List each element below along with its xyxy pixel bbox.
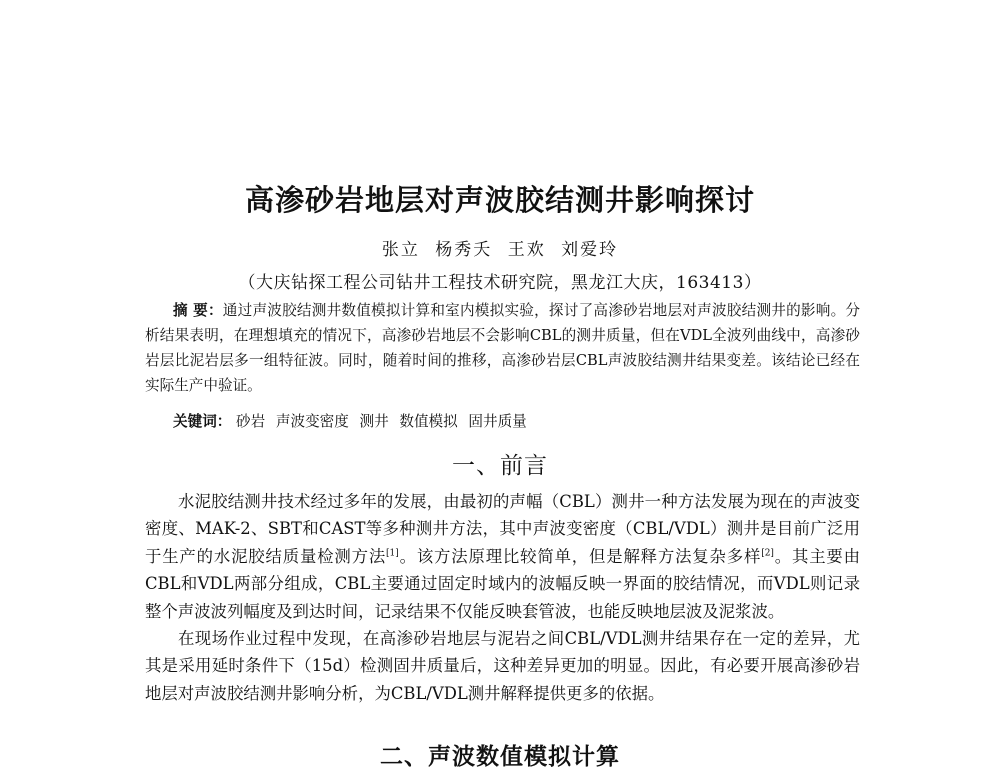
paragraph-text: 。其主要由CBL和VDL两部分组成，CBL主要通过固定时域内的波幅反映一界面的胶结情况，而VDL则记录整个声波波列幅度及到达时间，记录结果不仅能反映套管波，也能反映地层波及泥浆波。	[145, 546, 861, 621]
section-heading-introduction: 一、前言	[452, 453, 548, 479]
citation-ref: [2]	[761, 548, 774, 559]
keyword: 数值模拟	[399, 413, 458, 430]
keyword: 声波变密度	[275, 413, 349, 430]
author-name: 张立	[381, 240, 420, 260]
abstract	[145, 298, 860, 398]
paragraph-text: 水泥胶结测井技术经过多年的发展，由最初的声幅（CBL）测井一种方法发展为现在的声波变密度、MAK-2、SBT和CAST等多种测井方法，其中声波变密度（CBL/VDL）测井是目前广泛用于生产的水泥胶结质量检测方法	[145, 492, 860, 566]
abstract-label: 摘 要：	[173, 302, 223, 319]
body-paragraph	[145, 488, 860, 625]
paragraph-text: 。该方法原理比较简单，但是解释方法复杂多样	[398, 546, 762, 566]
introduction-body	[145, 488, 860, 707]
citation-ref: [1]	[386, 548, 399, 559]
keyword: 测井	[359, 413, 389, 430]
author-name: 刘爱玲	[561, 240, 619, 260]
keywords-label: 关键词：	[173, 413, 232, 430]
author-list	[0, 235, 1000, 260]
keyword: 固井质量	[468, 413, 527, 430]
abstract-text: 通过声波胶结测井数值模拟计算和室内模拟实验，探讨了高渗砂岩地层对声波胶结测井的影响。分析结果表明，在理想填充的情况下，高渗砂岩地层不会影响CBL的测井质量，但在VDL全波列曲线中，高渗砂岩层比泥岩层多一组特征波。同时，随着时间的推移，高渗砂岩层CBL声波胶结测井结果变差。该结论已经在实际生产中验证。	[145, 302, 860, 394]
author-name: 王欢	[507, 240, 546, 260]
keyword: 砂岩	[236, 413, 266, 430]
paper-title: 高渗砂岩地层对声波胶结测井影响探讨	[244, 183, 755, 217]
author-name: 杨秀夭	[435, 240, 493, 260]
author-affiliation: （大庆钻探工程公司钻井工程技术研究院，黑龙江大庆，163413）	[238, 273, 762, 293]
section-heading-numerical-simulation: 二、声波数值模拟计算	[380, 744, 620, 770]
keywords	[173, 410, 863, 431]
body-paragraph: 在现场作业过程中发现，在高渗砂岩地层与泥岩之间CBL/VDL测井结果存在一定的差异，尤其是采用延时条件下（15d）检测固井质量后，这种差异更加的明显。因此，有必要开展高渗砂岩地层对声波胶结测井影响分析，为CBL/VDL测井解释提供更多的依据。	[145, 629, 860, 703]
